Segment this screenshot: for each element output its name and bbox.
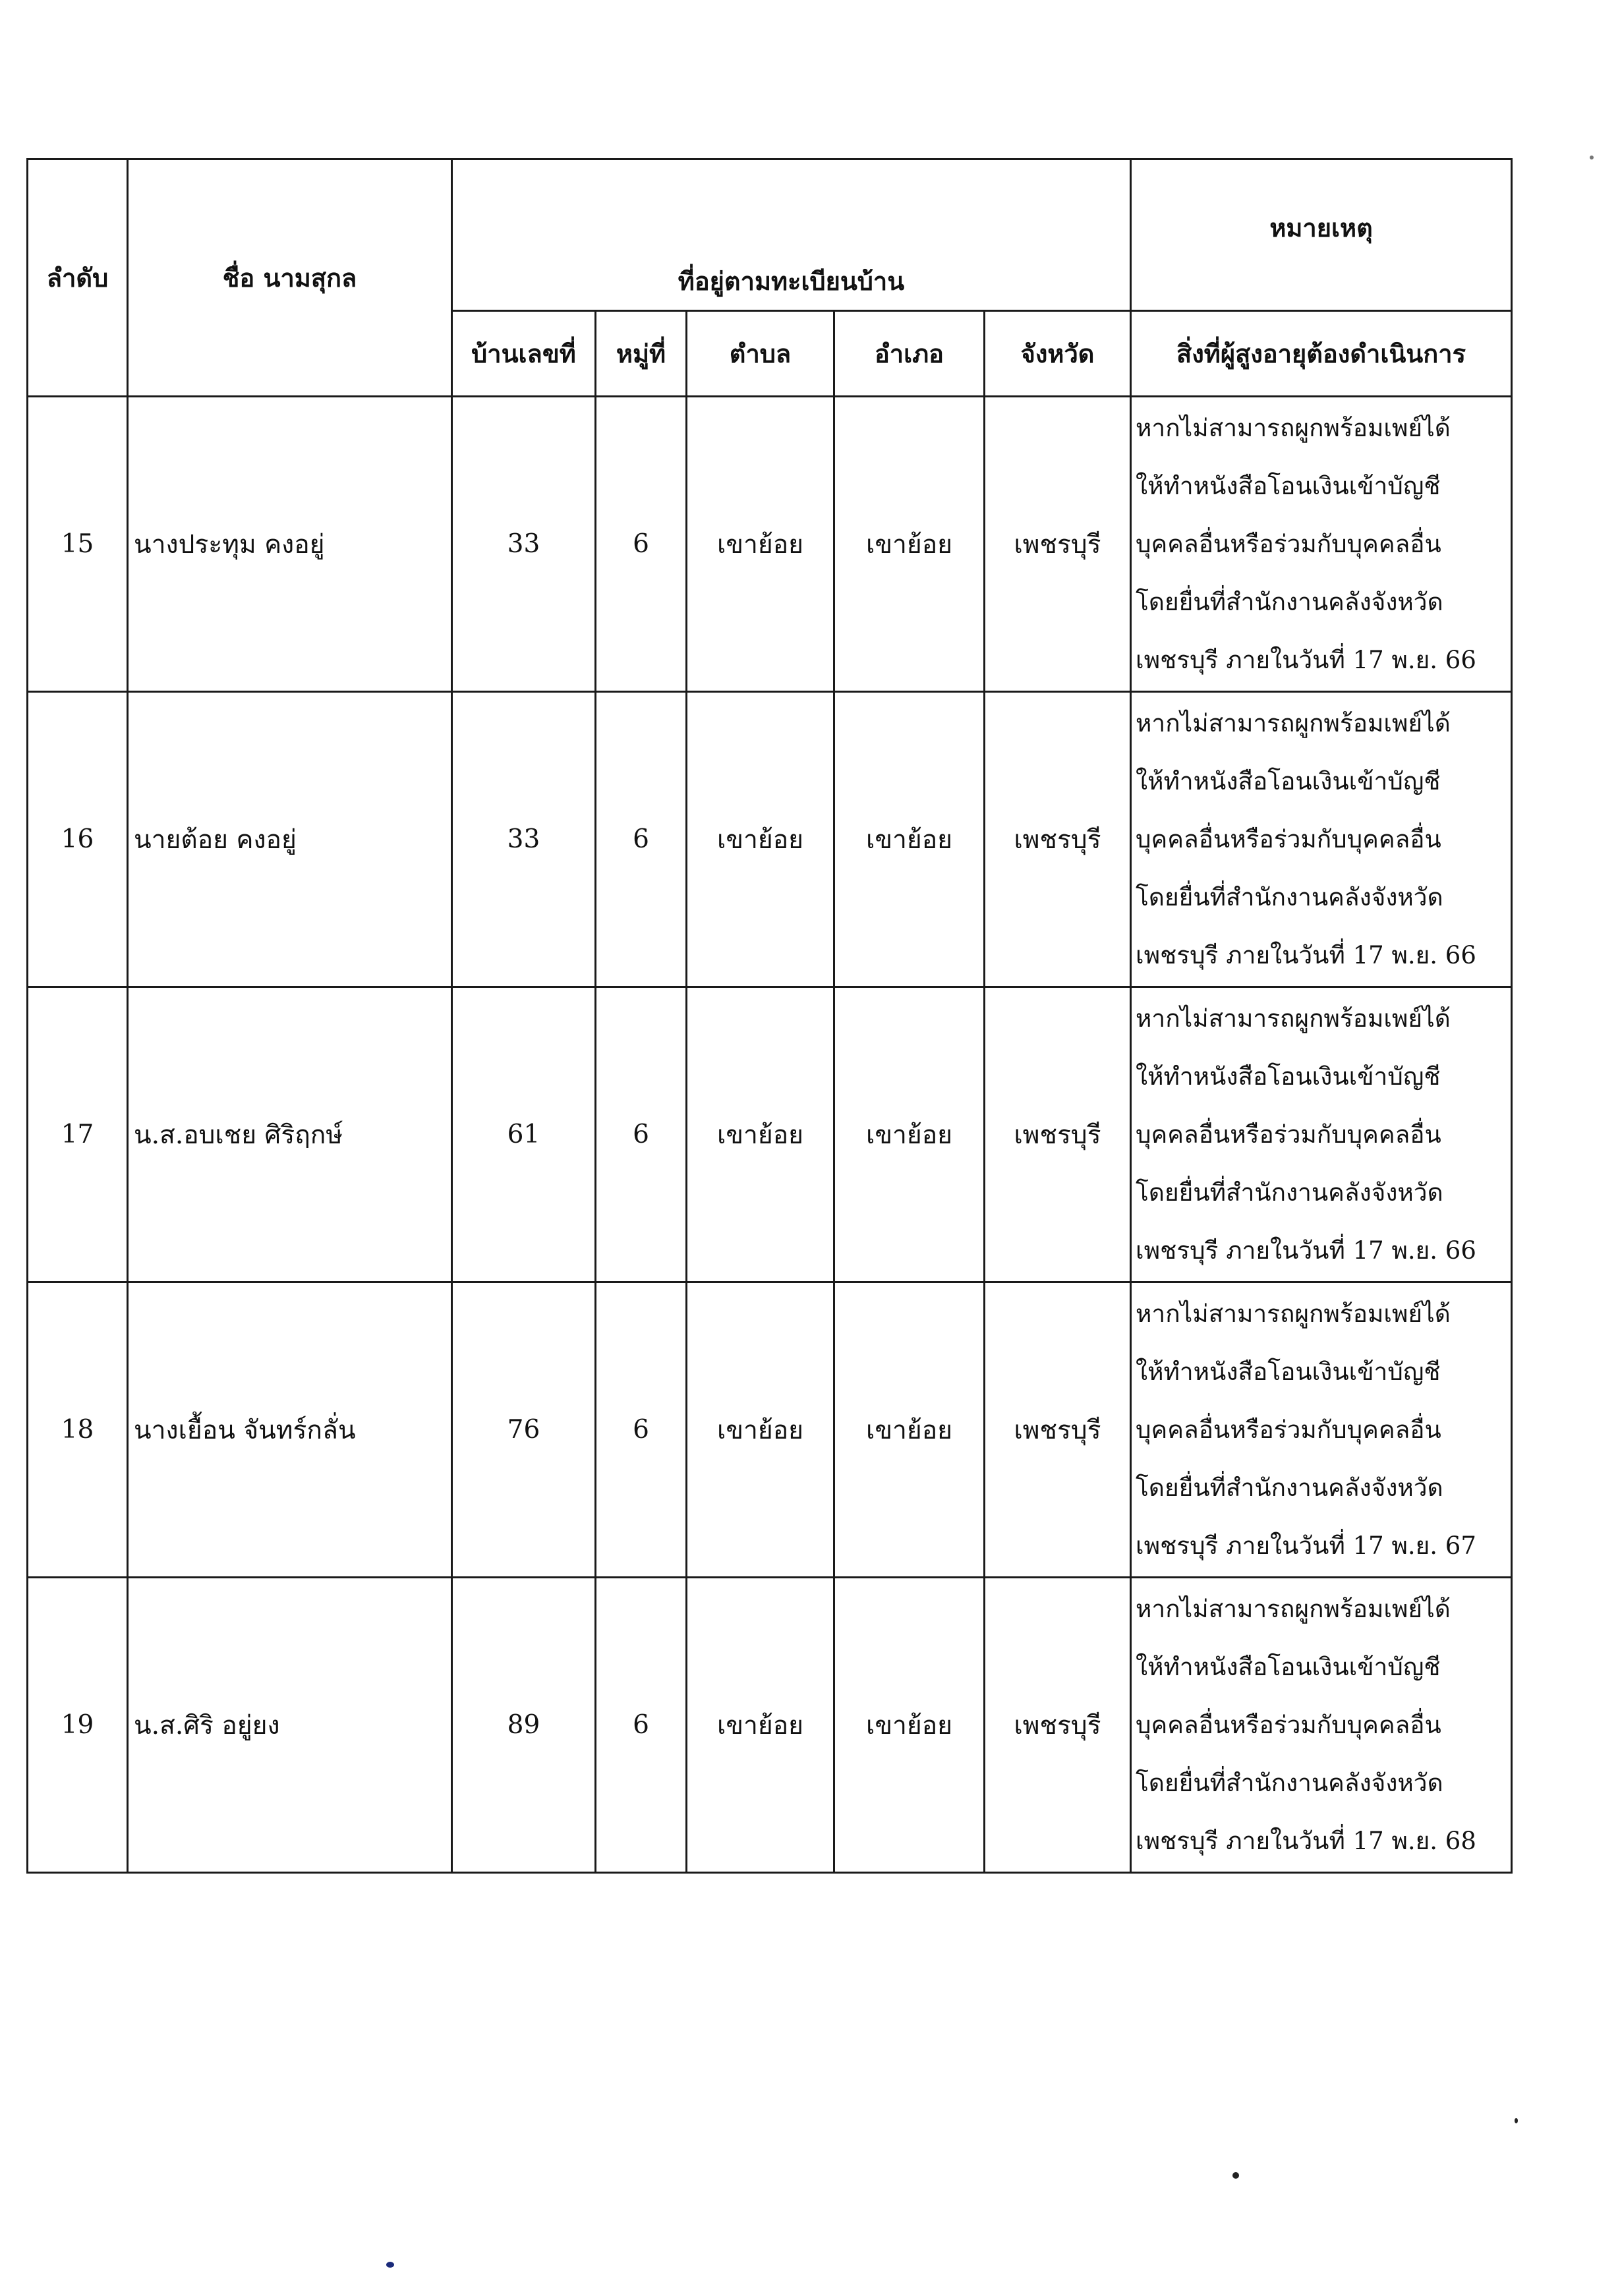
header-address: ที่อยู่ตามทะเบียนบ้าน [452, 159, 1131, 311]
row-name: นายต้อย คงอยู่ [128, 692, 452, 987]
row-province: เพชรบุรี [985, 1282, 1131, 1578]
header-tambon: ตำบล [687, 311, 834, 397]
row-moo: 6 [596, 1578, 687, 1873]
row-tambon: เขาย้อย [687, 987, 834, 1282]
note-line: ให้ทำหนังสือโอนเงินเข้าบัญชี [1136, 471, 1441, 500]
table-row [28, 397, 1512, 692]
row-note [1131, 692, 1512, 987]
row-amphoe: เขาย้อย [834, 1578, 985, 1873]
row-moo: 6 [596, 1282, 687, 1578]
row-no: 16 [28, 692, 128, 987]
note-line: ให้ทำหนังสือโอนเงินเข้าบัญชี [1136, 1062, 1441, 1091]
table-row [28, 1282, 1512, 1578]
row-house-no: 89 [452, 1578, 596, 1873]
note-line: บุคคลอื่นหรือร่วมกับบุคคลอื่น [1136, 1120, 1441, 1149]
note-line: หากไม่สามารถผูกพร้อมเพย์ได้ [1136, 1004, 1451, 1033]
row-province: เพชรบุรี [985, 987, 1131, 1282]
row-tambon: เขาย้อย [687, 692, 834, 987]
row-moo: 6 [596, 987, 687, 1282]
scan-speck [386, 2262, 394, 2268]
elderly-address-table [26, 158, 1513, 1874]
header-province: จังหวัด [985, 311, 1131, 397]
row-house-no: 76 [452, 1282, 596, 1578]
row-no: 15 [28, 397, 128, 692]
header-action: สิ่งที่ผู้สูงอายุต้องดำเนินการ [1131, 311, 1512, 397]
note-line: โดยยื่นที่สำนักงานคลังจังหวัด [1136, 587, 1443, 616]
row-province: เพชรบุรี [985, 1578, 1131, 1873]
row-house-no: 33 [452, 692, 596, 987]
scan-speck [1515, 2118, 1518, 2123]
header-name: ชื่อ นามสุกล [128, 159, 452, 397]
table-row [28, 1578, 1512, 1873]
row-amphoe: เขาย้อย [834, 692, 985, 987]
row-name: น.ส.ศิริ อยู่ยง [128, 1578, 452, 1873]
note-line: โดยยื่นที่สำนักงานคลังจังหวัด [1136, 882, 1443, 911]
row-name: นางเยื้อน จันทร์กลั่น [128, 1282, 452, 1578]
row-note [1131, 987, 1512, 1282]
row-house-no: 61 [452, 987, 596, 1282]
note-line: โดยยื่นที่สำนักงานคลังจังหวัด [1136, 1178, 1443, 1207]
scan-speck [1232, 2172, 1239, 2179]
header-house-no: บ้านเลขที่ [452, 311, 596, 397]
row-tambon: เขาย้อย [687, 397, 834, 692]
row-amphoe: เขาย้อย [834, 397, 985, 692]
row-amphoe: เขาย้อย [834, 1282, 985, 1578]
note-line: เพชรบุรี ภายในวันที่ 17 พ.ย. 67 [1136, 1531, 1476, 1560]
row-name: นางประทุม คงอยู่ [128, 397, 452, 692]
row-no: 17 [28, 987, 128, 1282]
row-province: เพชรบุรี [985, 397, 1131, 692]
row-no: 18 [28, 1282, 128, 1578]
header-moo: หมู่ที่ [596, 311, 687, 397]
header-no: ลำดับ [28, 159, 128, 397]
row-no: 19 [28, 1578, 128, 1873]
note-line: ให้ทำหนังสือโอนเงินเข้าบัญชี [1136, 1652, 1441, 1681]
note-line: บุคคลอื่นหรือร่วมกับบุคคลอื่น [1136, 529, 1441, 558]
note-line: โดยยื่นที่สำนักงานคลังจังหวัด [1136, 1768, 1443, 1797]
note-line: หากไม่สามารถผูกพร้อมเพย์ได้ [1136, 413, 1451, 442]
row-amphoe: เขาย้อย [834, 987, 985, 1282]
row-tambon: เขาย้อย [687, 1578, 834, 1873]
note-line: หากไม่สามารถผูกพร้อมเพย์ได้ [1136, 708, 1451, 737]
row-house-no: 33 [452, 397, 596, 692]
row-note [1131, 1282, 1512, 1578]
note-line: เพชรบุรี ภายในวันที่ 17 พ.ย. 66 [1136, 940, 1476, 969]
header-amphoe: อำเภอ [834, 311, 985, 397]
table-row [28, 987, 1512, 1282]
note-line: หากไม่สามารถผูกพร้อมเพย์ได้ [1136, 1594, 1451, 1623]
note-line: เพชรบุรี ภายในวันที่ 17 พ.ย. 68 [1136, 1826, 1476, 1855]
row-moo: 6 [596, 692, 687, 987]
row-moo: 6 [596, 397, 687, 692]
note-line: ให้ทำหนังสือโอนเงินเข้าบัญชี [1136, 766, 1441, 795]
row-name: น.ส.อบเชย ศิริฤกษ์ [128, 987, 452, 1282]
note-line: บุคคลอื่นหรือร่วมกับบุคคลอื่น [1136, 1415, 1441, 1444]
note-line: โดยยื่นที่สำนักงานคลังจังหวัด [1136, 1473, 1443, 1502]
header-remark: หมายเหตุ [1131, 159, 1512, 311]
row-note [1131, 1578, 1512, 1873]
table-row [28, 692, 1512, 987]
row-tambon: เขาย้อย [687, 1282, 834, 1578]
row-note [1131, 397, 1512, 692]
scan-speck [1590, 156, 1594, 159]
note-line: เพชรบุรี ภายในวันที่ 17 พ.ย. 66 [1136, 1236, 1476, 1265]
row-province: เพชรบุรี [985, 692, 1131, 987]
note-line: บุคคลอื่นหรือร่วมกับบุคคลอื่น [1136, 824, 1441, 853]
note-line: หากไม่สามารถผูกพร้อมเพย์ได้ [1136, 1299, 1451, 1328]
note-line: ให้ทำหนังสือโอนเงินเข้าบัญชี [1136, 1357, 1441, 1386]
note-line: เพชรบุรี ภายในวันที่ 17 พ.ย. 66 [1136, 645, 1476, 674]
note-line: บุคคลอื่นหรือร่วมกับบุคคลอื่น [1136, 1710, 1441, 1739]
